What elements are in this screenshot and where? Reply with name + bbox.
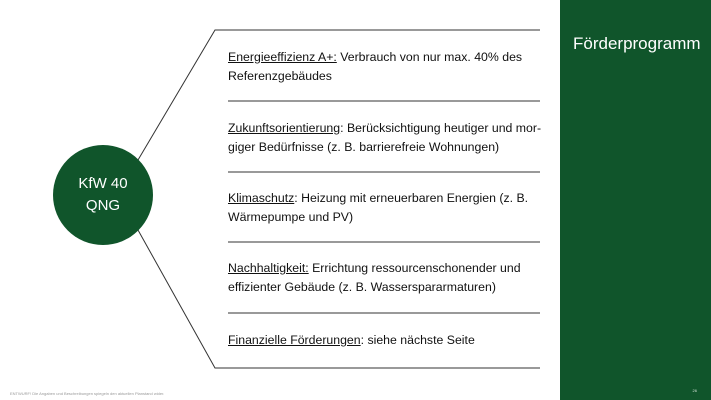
page-number: 26 <box>692 388 697 393</box>
item-term: Energieeffizienz A+: <box>228 50 337 64</box>
sidebar-title: Förderprogramm <box>573 34 701 53</box>
kfw-circle <box>53 145 153 245</box>
item-text: : siehe nächste Seite <box>360 333 475 347</box>
item-text: : Berücksichtigung heutiger und mor-giger Bedürfnisse (z. B. barrierefreie Wohnungen) <box>228 121 542 154</box>
item-text: Errichtung ressourcenschonender und effizienter Gebäude (z. B. Wasserspararmaturen) <box>228 261 521 294</box>
circle-line2: QNG <box>85 197 121 214</box>
circle-line1: KfW 40 <box>78 175 128 192</box>
item-term: Nachhaltigkeit: <box>228 261 309 275</box>
item-term: Finanzielle Förderungen <box>228 333 361 347</box>
item-klimaschutz <box>228 189 548 227</box>
footer-disclaimer: ENTWURF! Die Angaben und Beschreibungen spiegeln den aktuellen Planstand wider. <box>10 391 165 396</box>
item-nachhaltigkeit <box>228 259 548 297</box>
item-zukunftsorientierung <box>228 119 548 157</box>
item-text: : Heizung mit erneuerbaren Energien (z. B. Wärmepumpe und PV) <box>228 191 529 224</box>
item-energieeffizienz <box>228 48 548 86</box>
item-term: Zukunftsorientierung <box>228 121 341 135</box>
item-text: Verbrauch von nur max. 40% des Referenzgebäudes <box>228 50 523 83</box>
item-finanzielle-foerderungen <box>228 331 548 350</box>
sidebar-panel <box>560 0 711 400</box>
item-term: Klimaschutz <box>228 191 295 205</box>
